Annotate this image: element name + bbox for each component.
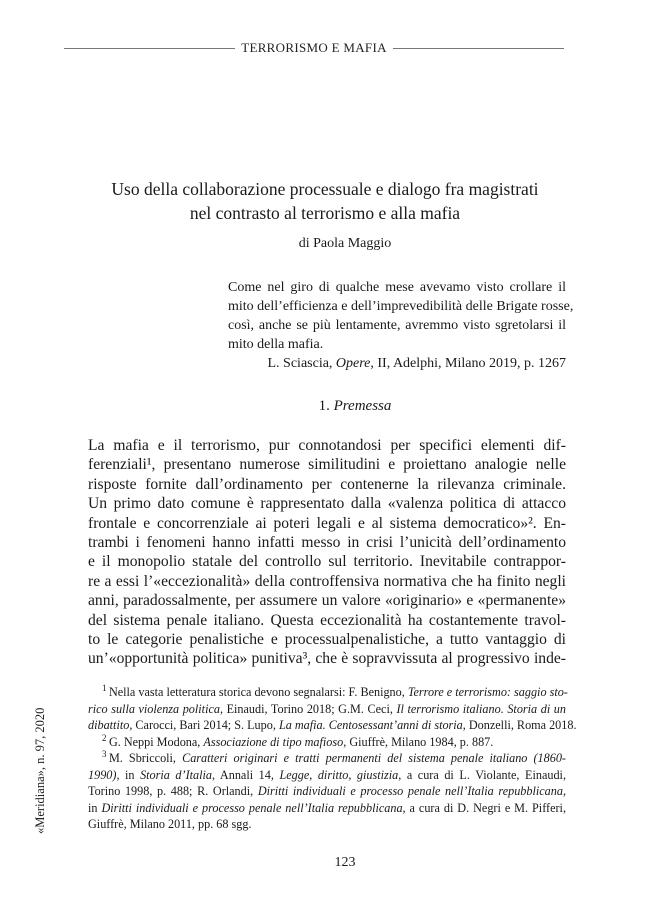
epigraph-source-post: , II, Adelphi, Milano 2019, p. 1267 — [370, 356, 566, 371]
footnote-number: 3 — [102, 748, 107, 759]
footnote-text: , Annali 14, — [212, 767, 280, 782]
footnote-line — [88, 816, 566, 833]
footnote-text: in — [88, 800, 102, 815]
title-line: nel contrasto al terrorismo e alla mafia — [189, 203, 461, 223]
footnote-text: Associazione di tipo mafioso — [203, 734, 344, 749]
body-line: un’«opportunità politica» punitiva³, che è sopravvissuta al progressivo inde- — [88, 650, 566, 668]
section-number: 1. — [318, 398, 334, 414]
footnote-text: Storia d’Italia — [140, 767, 212, 782]
running-head-rule-left — [64, 48, 235, 49]
journal-side-citation: «Meridiana», n. 97, 2020 — [33, 707, 47, 834]
body-line: e il monopolio statale del controllo sul territorio. Inevitabile contrappor- — [88, 553, 566, 571]
epigraph-source-work: Opere — [335, 356, 371, 371]
footnote-line — [88, 717, 577, 734]
running-head — [64, 40, 564, 56]
footnote-line — [88, 684, 566, 701]
footnote-text: Il terrorismo italiano. Storia di un — [396, 701, 566, 716]
footnote-text: Diritti individuali e processo penale nell’Italia repubblicana — [257, 784, 563, 798]
footnote-text: Torino 1998, p. 488; R. Orlandi, — [88, 784, 258, 798]
footnote-number: 1 — [102, 682, 107, 693]
body-line: anni, paradossalmente, per assumere un valore «originario» e «permanente» — [88, 592, 566, 610]
epigraph-line: mito dell’efficienza e dell’imprevedibilità delle Brigate rosse, — [228, 299, 574, 314]
footnote-text: , Donzelli, Roma 2018. — [462, 718, 577, 732]
epigraph-line: Come nel giro di qualche mese avevamo visto crollare il — [228, 280, 566, 295]
body-line: ferenziali¹, presentano numerose similitudini e proiettano analogie nelle — [88, 456, 566, 474]
footnote-line — [88, 767, 566, 784]
epigraph-line: così, anche se più lentamente, avremmo visto sgretolarsi il — [228, 318, 566, 333]
footnote-text: M. Sbriccoli, — [108, 751, 183, 765]
footnote-text: dibattito — [88, 718, 130, 732]
footnote-line — [88, 750, 566, 767]
author-byline: di Paola Maggio — [298, 236, 392, 251]
footnote-line — [88, 800, 566, 817]
footnote-text: G. Neppi Modona, — [108, 734, 204, 749]
page-number: 123 — [334, 855, 356, 870]
footnote-line — [88, 734, 566, 751]
footnote-text: rico sulla violenza politica — [88, 701, 220, 716]
footnote-number: 2 — [102, 732, 107, 743]
footnote-text: , — [562, 784, 566, 798]
footnote-text: , Einaudi, Torino 2018; G.M. Ceci, — [219, 701, 397, 716]
footnote-text: Diritti individuali e processo penale nell’Italia repubblicana, — [101, 800, 406, 815]
footnote-line — [88, 701, 566, 718]
footnote-text: Legge, diritto, giustizia — [279, 767, 399, 782]
body-line: to le categorie penalistiche e processualpenalistiche, a tutto vantaggio di — [88, 630, 566, 648]
running-head-rule-right — [393, 48, 564, 49]
footnote-text: Giuffrè, Milano 2011, pp. 68 sgg. — [88, 817, 252, 831]
footnote-text: , a cura di L. Violante, Einaudi, — [398, 767, 566, 782]
epigraph-source-pre: L. Sciascia, — [267, 356, 336, 371]
footnote-text: , Giuffrè, Milano 1984, p. 887. — [343, 734, 494, 749]
running-head-text: TERRORISMO E MAFIA — [241, 40, 387, 55]
epigraph-line: mito della mafia. — [228, 337, 324, 352]
body-line: risposte fornite dall’ordinamento per contenerne la rilevanza criminale. — [88, 475, 566, 493]
footnote-text: La mafia. Centosessant’anni di storia — [278, 718, 463, 732]
epigraph-source — [228, 356, 566, 372]
body-line: re a essi l’«eccezionalità» della controffensiva normativa che ha finito negli — [88, 572, 566, 590]
footnote-text: a cura di D. Negri e M. Pifferi, — [405, 800, 566, 815]
body-line: Un primo dato comune è rappresentato dalla «valenza politica di attacco — [88, 495, 566, 513]
footnote-text: Nella vasta letteratura storica devono segnalarsi: F. Benigno, — [108, 685, 408, 699]
article-title — [64, 177, 586, 225]
body-text — [88, 436, 566, 669]
section-heading — [64, 398, 586, 415]
epigraph — [228, 278, 574, 354]
footnote-text: Caratteri originari e tratti permanenti del sistema penale italiano (1860- — [182, 751, 566, 765]
footnote-text: , in — [116, 767, 141, 782]
footnote-text: Terrore e terrorismo: saggio sto- — [407, 685, 568, 699]
footnotes — [88, 682, 577, 833]
footnote-text: , Carocci, Bari 2014; S. Lupo, — [129, 718, 279, 732]
title-line: Uso della collaborazione processuale e dialogo fra magistrati — [111, 179, 539, 199]
footnote-line — [88, 783, 566, 800]
body-line: trambi i fenomeni hanno infatti messo in crisi l’unicità dell’ordinamento — [88, 533, 566, 551]
section-title: Premessa — [333, 398, 392, 414]
footnote-text: 1990) — [88, 767, 117, 782]
body-line: frontale e concorrenziale ai poteri legali e al sistema democratico»². En- — [88, 514, 566, 532]
body-line: La mafia e il terrorismo, pur connotandosi per specifici elementi dif- — [88, 437, 566, 454]
body-line: del sistema penale italiano. Questa eccezionalità ha costantemente travol- — [88, 611, 566, 629]
